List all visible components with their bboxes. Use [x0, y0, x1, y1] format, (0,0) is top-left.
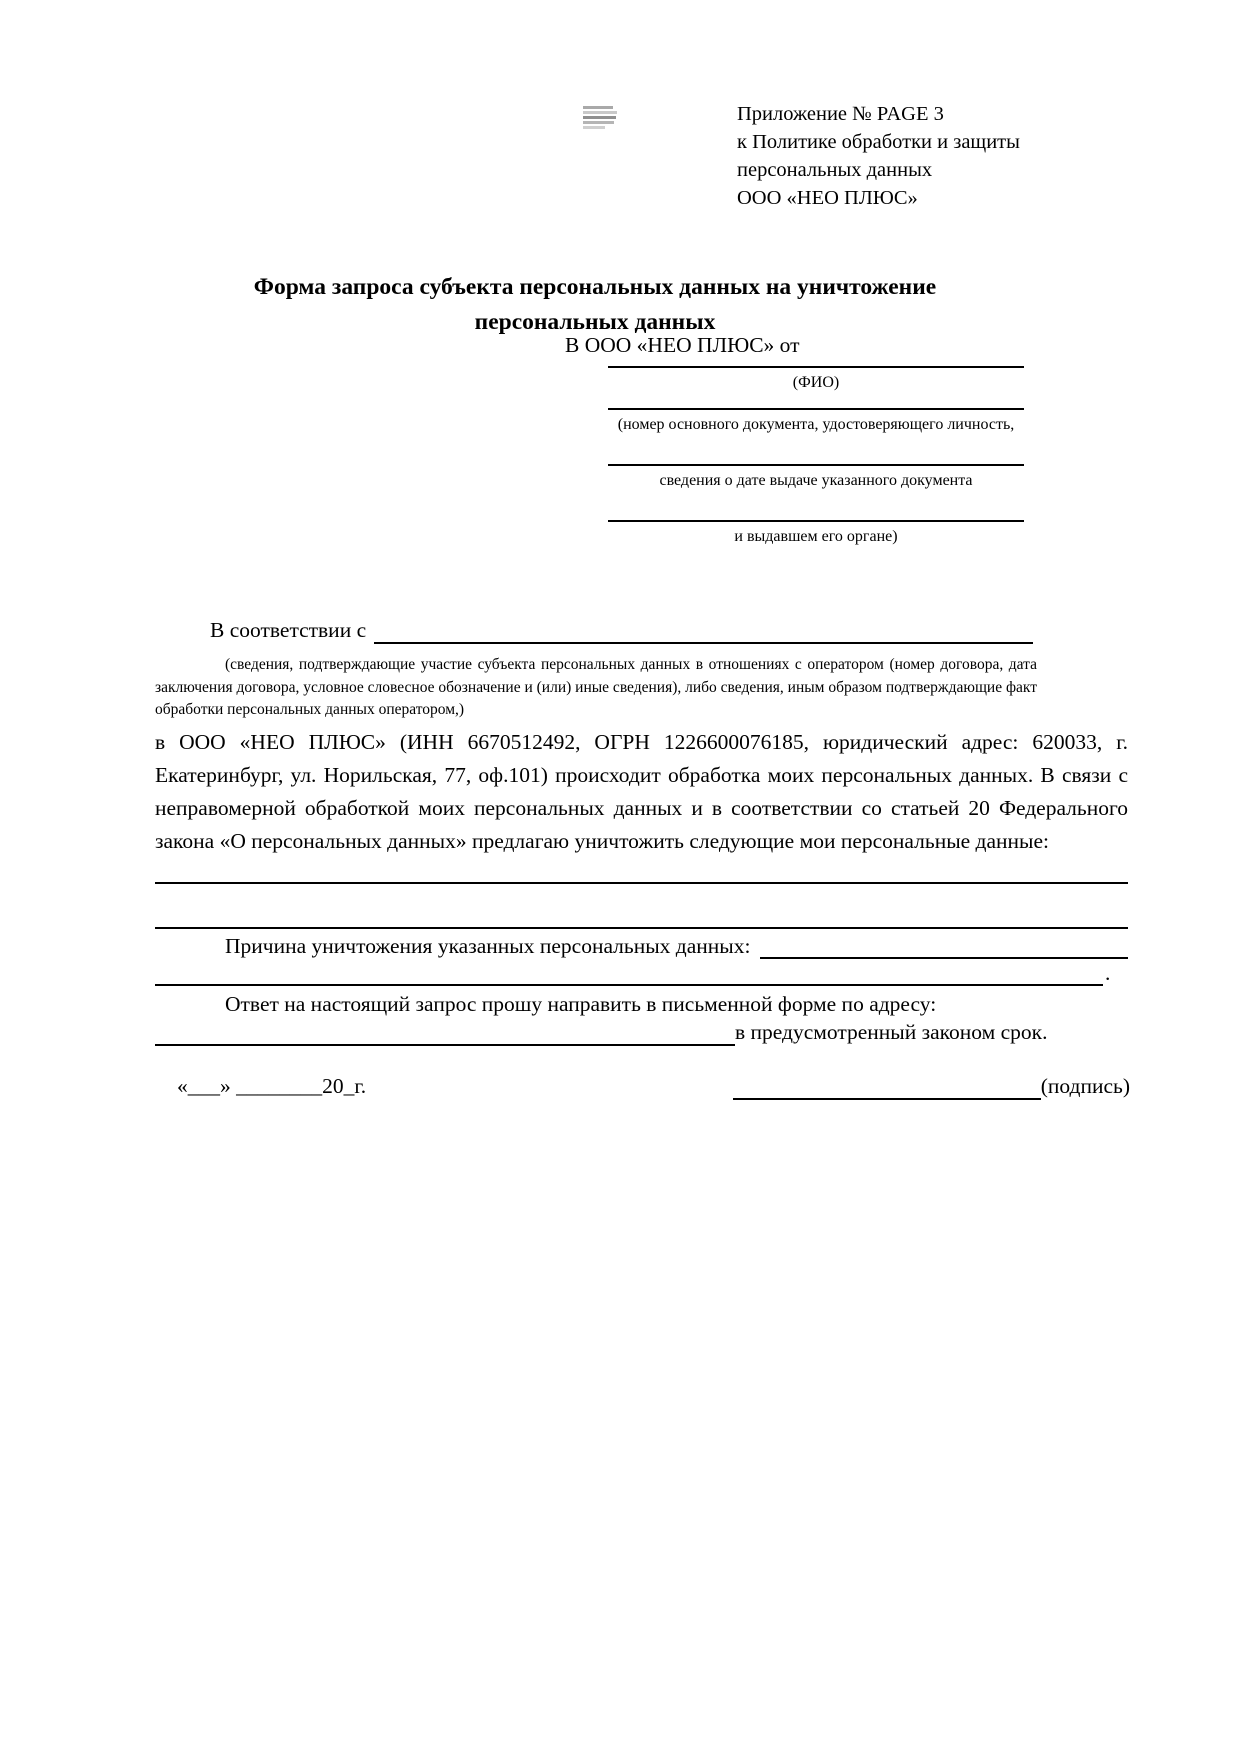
document-title-line-1: Форма запроса субъекта персональных данных на уничтожение — [253, 274, 937, 300]
applicant-fields — [608, 366, 1024, 547]
reason-blank-line-2[interactable] — [155, 984, 1103, 986]
accordance-lead: В соответствии с — [210, 618, 367, 642]
fio-blank-line[interactable] — [608, 366, 1024, 368]
reason-blank-line[interactable] — [760, 957, 1128, 959]
accordance-row — [155, 616, 1033, 644]
issue-date-blank-line[interactable] — [608, 464, 1024, 466]
issuing-authority-caption: и выдавшем его органе) — [734, 528, 898, 545]
accordance-fine-print: (сведения, подтверждающие участие субъекта персональных данных в отношениях с оператором (номер договора, дата заключения договора, условное словесное обозначение и (или) иные сведения), либо сведения, иным образом подтверждающие факт обработки персональных данных оператором,) — [155, 656, 1037, 718]
signature-caption: (подпись) — [1040, 1074, 1130, 1098]
document-number-caption: (номер основного документа, удостоверяющего личность, — [617, 416, 1015, 433]
signature-group — [733, 1072, 1130, 1100]
signature-blank-line[interactable] — [733, 1098, 1041, 1100]
reason-continuation-row — [155, 960, 1128, 986]
issue-date-caption: сведения о дате выдаче указанного документа — [659, 472, 973, 489]
document-number-blank-line[interactable] — [608, 408, 1024, 410]
appendix-line-3: персональных данных — [737, 159, 933, 181]
reason-period: . — [1105, 961, 1111, 985]
data-to-destroy-blank-line-1[interactable] — [155, 882, 1128, 884]
document-title-line-2: персональных данных — [474, 309, 716, 335]
document-title — [155, 270, 1035, 340]
date-line[interactable]: «___» ________20_г. — [177, 1074, 367, 1098]
appendix-header — [737, 100, 1020, 212]
reason-row — [155, 933, 1128, 959]
fio-caption: (ФИО) — [792, 374, 840, 391]
response-address-blank-line[interactable] — [155, 1044, 735, 1046]
appendix-line-2: к Политике обработки и защиты — [737, 131, 1020, 153]
footer-row — [155, 1072, 1130, 1100]
response-address-row — [155, 1018, 1128, 1046]
issuing-authority-blank-line[interactable] — [608, 520, 1024, 522]
appendix-line-4: ООО «НЕО ПЛЮС» — [737, 187, 918, 209]
data-to-destroy-blank-line-2[interactable] — [155, 927, 1128, 929]
appendix-line-1: Приложение № PAGE 3 — [737, 103, 944, 125]
body-paragraph: в ООО «НЕО ПЛЮС» (ИНН 6670512492, ОГРН 1226600076185, юридический адрес: 620033, г. Екатеринбург, ул. Норильская, 77, оф.101) происходит обработка моих персональных данных. В связи с неправомерной обработкой моих персональных данных и в соответствии со статьей 20 Федерального закона «О персональных данных» предлагаю уничтожить следующие мои персональные данные: — [155, 730, 1128, 853]
response-term-text: в предусмотренный законом срок. — [735, 1020, 1048, 1044]
accordance-blank-line[interactable] — [374, 642, 1033, 644]
reason-label: Причина уничтожения указанных персональных данных: — [225, 934, 751, 958]
response-request-line: Ответ на настоящий запрос прошу направить в письменной форме по адресу: — [225, 992, 937, 1016]
embedded-object-icon — [583, 106, 617, 130]
addressee-line: В ООО «НЕО ПЛЮС» от — [565, 333, 800, 357]
